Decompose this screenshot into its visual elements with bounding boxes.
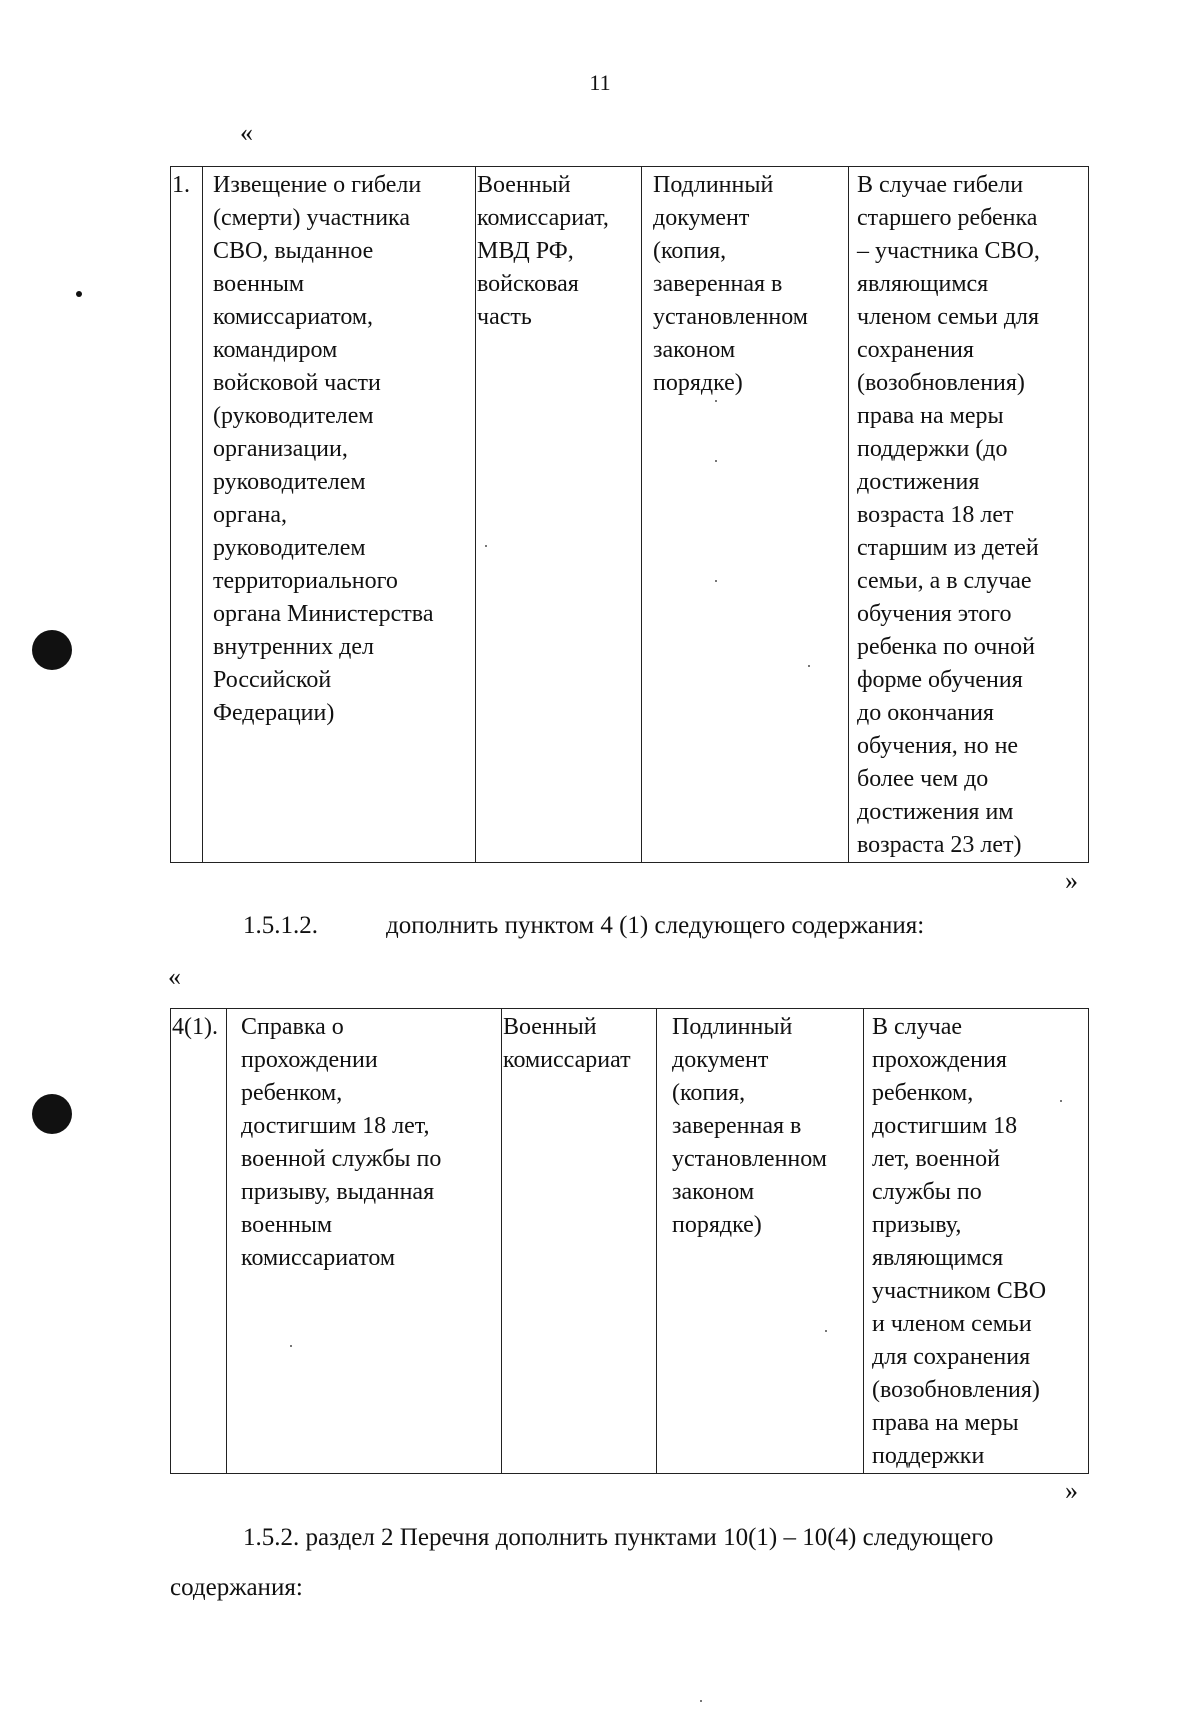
close-quote-2: » [1065,1476,1078,1505]
table-item-4-1 [170,1008,1089,1474]
close-quote-1: » [1065,866,1078,895]
scan-speck [715,400,717,402]
open-quote-2: « [168,962,181,991]
scan-speck [1060,1100,1062,1102]
punch-hole-mark [32,1094,72,1134]
document-name-cell: Справка о прохождении ребенком, достигшим 18 лет, военной службы по призыву, выданная военным комиссариатом [227,1009,502,1474]
scan-speck [808,665,810,667]
table-item-1 [170,166,1089,863]
paragraph-line-1: 1.5.2. раздел 2 Перечня дополнить пунктами 10(1) – 10(4) следующего [243,1524,994,1551]
punch-hole-mark [32,630,72,670]
paragraph-text: дополнить пунктом 4 (1) следующего содержания: [386,912,925,939]
scan-speck [715,580,717,582]
scan-speck [825,1330,827,1332]
paragraph-number: 1.5.1.2. [243,912,318,939]
scan-speck [485,545,487,547]
paragraph-line-2: содержания: [170,1574,303,1601]
document-form-cell: Подлинный документ (копия, заверенная в установленном законом порядке) [657,1009,864,1474]
page-number: 11 [589,70,611,95]
scan-speck [290,1345,292,1347]
issuer-cell: Военный комиссариат [502,1009,657,1474]
document-form-cell: Подлинный документ (копия, заверенная в установленном законом порядке) [642,167,849,863]
row-number: 1. [171,167,203,863]
condition-cell: В случае прохождения ребенком, достигшим 18 лет, военной службы по призыву, являющимся участником СВО и членом семьи для сохранения (возобновления) права на меры поддержки [864,1009,1089,1474]
document-name-cell: Извещение о гибели (смерти) участника СВО, выданное военным комиссариатом, командиром войсковой части (руководителем организации, руководителем органа, руководителем территориального органа Министерства внутренних дел Российской Федерации) [203,167,476,863]
condition-cell: В случае гибели старшего ребенка – участника СВО, являющимся членом семьи для сохранения (возобновления) права на меры поддержки (до достижения возраста 18 лет старшим из детей семьи, а в случае обучения этого ребенка по очной форме обучения до окончания обучения, но не более чем до достижения им возраста 23 лет) [849,167,1089,863]
scan-speck [715,460,717,462]
scan-speck [700,1700,702,1702]
row-number: 4(1). [171,1009,227,1474]
issuer-cell: Военный комиссариат, МВД РФ, войсковая часть [476,167,642,863]
table-row [171,1009,1089,1474]
scan-speck [76,291,82,297]
table-row [171,167,1089,863]
open-quote-1: « [240,118,253,147]
